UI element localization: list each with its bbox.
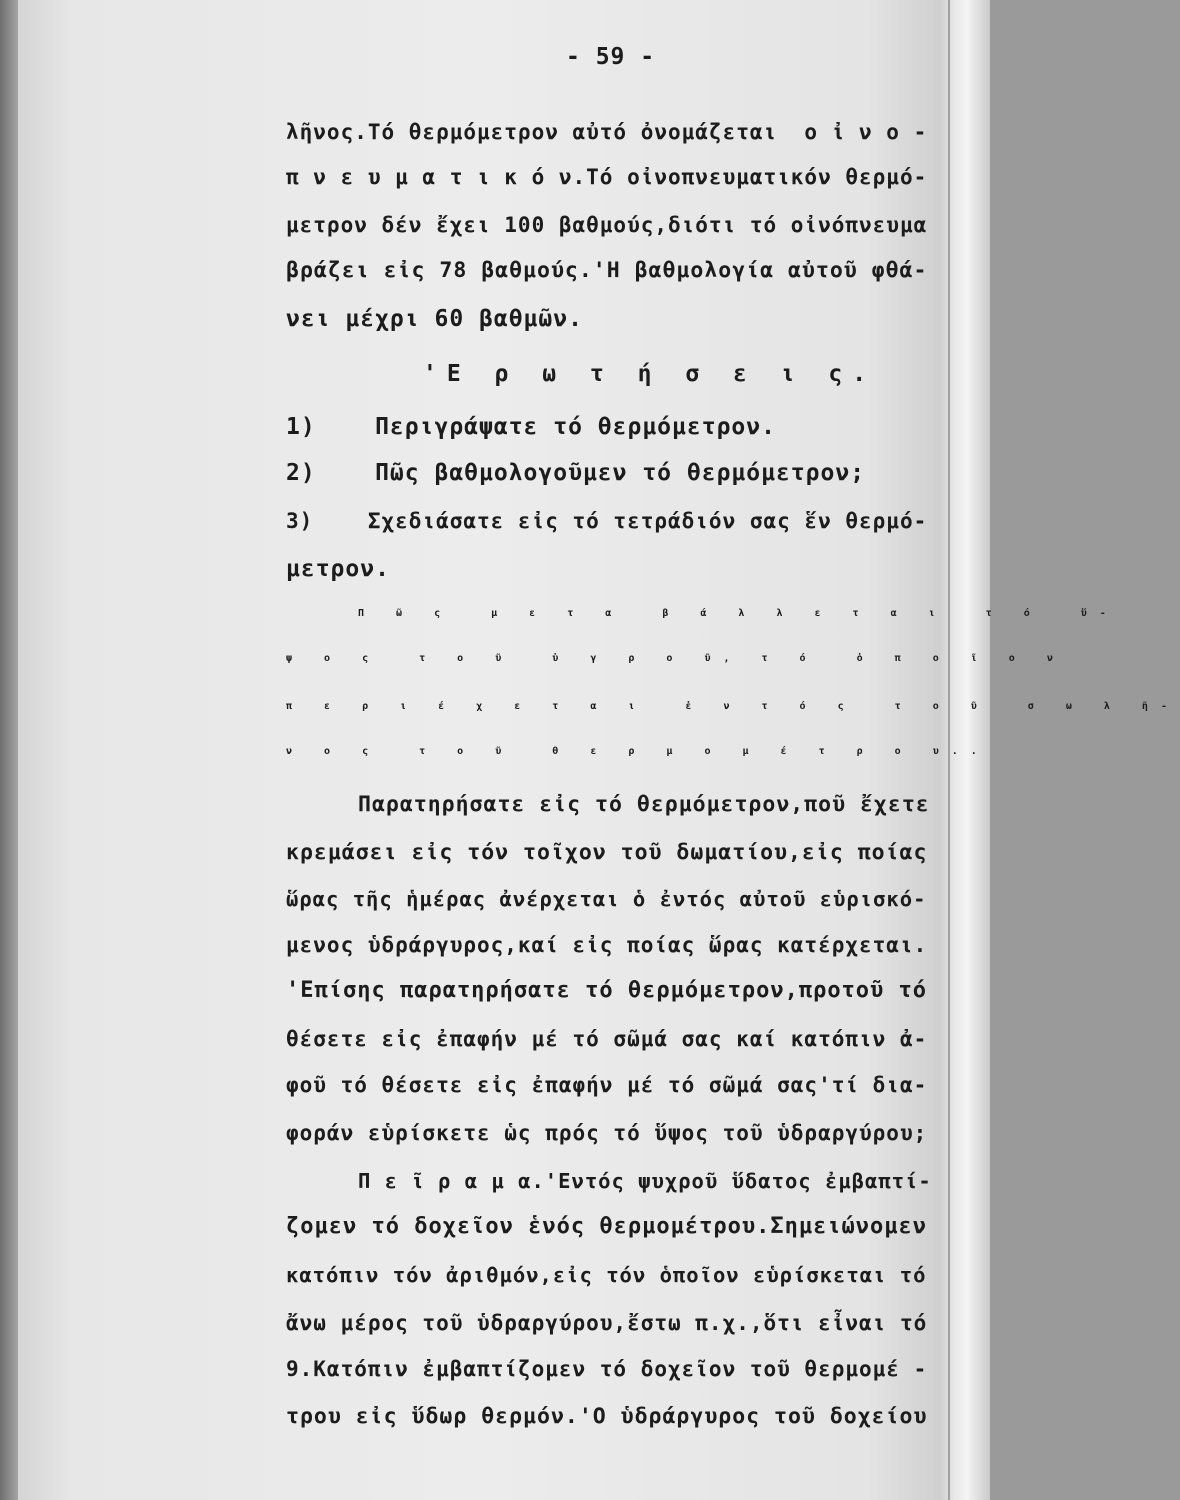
text-line: π ν ε υ μ α τ ι κ ό ν.Τό οἰνοπνευματικόν θερμό- xyxy=(286,165,928,189)
text-line: μετρον. xyxy=(286,556,390,582)
text-line: 9.Κατόπιν ἐμβαπτίζομεν τό δοχεῖον τοῦ θερμομέ - xyxy=(286,1357,928,1381)
spaced-text-line: ψ ο ς τ ο ῦ ὑ γ ρ ο ῦ, τ ό ὁ π ο ῖ ο ν xyxy=(286,653,1066,664)
spaced-text-line: Π ῶ ς μ ε τ α β ά λ λ ε τ α ι τ ό ὕ- xyxy=(358,608,1119,619)
text-line: φοῦ τό θέσετε εἰς ἐπαφήν μέ τό σῶμά σας'τί δια- xyxy=(286,1073,928,1097)
text-line: τρου εἰς ὕδωρ θερμόν.'Ο ὑδράργυρος τοῦ δοχείου xyxy=(286,1404,928,1429)
page-number: - 59 - xyxy=(566,44,656,70)
text-line: φοράν εὑρίσκετε ὡς πρός τό ὕψος τοῦ ὑδραργύρου; xyxy=(286,1121,928,1145)
spaced-text-line: ν ο ς τ ο ῦ θ ε ρ μ ο μ έ τ ρ ο υ.. xyxy=(286,746,990,757)
question-item: 3) Σχεδιάσατε εἰς τό τετράδιόν σας ἕν θερμό- xyxy=(286,509,928,533)
text-line: 'Επίσης παρατηρήσατε τό θερμόμετρον,προτοῦ τό xyxy=(286,978,928,1003)
text-line: μενος ὑδράργυρος,καί εἰς ποίας ὥρας κατέρχεται. xyxy=(286,933,928,957)
text-line: ἄνω μέρος τοῦ ὑδραργύρου,ἔστω π.χ.,ὅτι εἶναι τό xyxy=(286,1311,928,1335)
text-line: μετρον δέν ἔχει 100 βαθμούς,διότι τό οἰνόπνευμα xyxy=(286,213,928,237)
question-item: 2) Πῶς βαθμολογοῦμεν τό θερμόμετρον; xyxy=(286,460,866,486)
text-line: κρεμάσει εἰς τόν τοῖχον τοῦ δωματίου,εἰς ποίας xyxy=(286,840,928,865)
spaced-text-line: π ε ρ ι έ χ ε τ α ι ἐ ν τ ό ς τ ο ῦ σ ω λ ῆ- xyxy=(286,701,1180,712)
text-line: κατόπιν τόν ἀριθμόν,εἰς τόν ὁποῖον εὑρίσκεται τό xyxy=(286,1263,927,1287)
section-heading: 'Ε ρ ω τ ή σ ε ι ς. xyxy=(423,361,877,387)
text-line: λῆνος.Τό θερμόμετρον αὐτό ὀνομάζεται ο ἰ ν ο - xyxy=(286,120,928,144)
text-line: βράζει εἰς 78 βαθμούς.'Η βαθμολογία αὐτοῦ φθά- xyxy=(286,258,928,283)
question-item: 1) Περιγράψατε τό θερμόμετρον. xyxy=(286,414,776,440)
text-line: ζομεν τό δοχεῖον ἑνός θερμομέτρου.Σημειώνομεν xyxy=(286,1214,928,1239)
text-line: Παρατηρήσατε εἰς τό θερμόμετρον,ποῦ ἔχετε xyxy=(358,792,930,817)
text-line: νει μέχρι 60 βαθμῶν. xyxy=(286,306,583,332)
text-line: Π ε ῖ ρ α μ α.'Εντός ψυχροῦ ὕδατος ἐμβαπτί- xyxy=(358,1169,932,1193)
text-line: ὥρας τῆς ἡμέρας ἀνέρχεται ὁ ἐντός αὐτοῦ εὑρισκό- xyxy=(286,887,927,911)
text-line: θέσετε εἰς ἐπαφήν μέ τό σῶμά σας καί κατόπιν ἀ- xyxy=(286,1027,928,1051)
